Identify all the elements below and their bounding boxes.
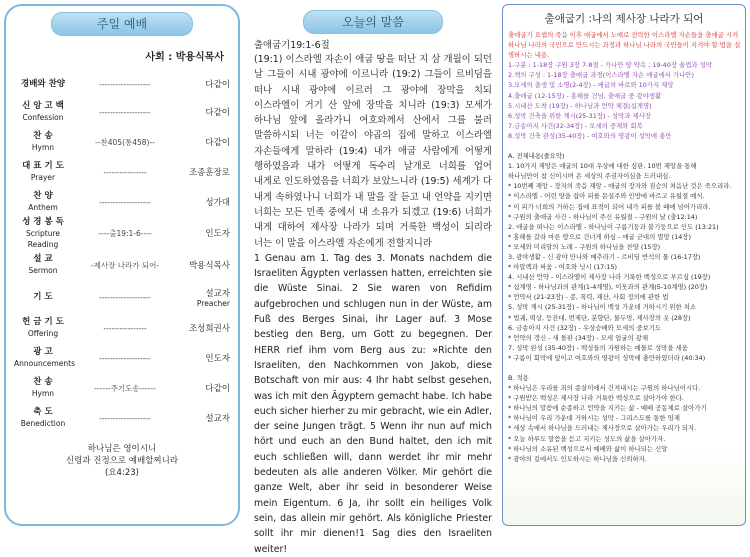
summary-line: * 십계명 - 하나님과의 관계(1-4계명), 이웃과의 관계(5-10계명) (20장) <box>508 283 708 292</box>
order-item-detail: ---------------- <box>103 167 147 177</box>
order-row <box>14 157 230 187</box>
order-item-english: Sermon <box>28 266 58 275</box>
summary-line: * 이 피가 너희의 거하는 집에 표적이 되어 내가 피를 볼 때에 넘어가리라. <box>508 202 711 211</box>
summary-line: * 하나님의 말씀에 순종하고 언약을 지키는 삶 - 예배 공동체로 살아가기 <box>508 404 707 413</box>
order-item-korean: 기 도 <box>33 291 53 302</box>
order-row <box>14 71 230 97</box>
leader-name: 설교자 <box>205 288 230 299</box>
order-item-detail: ------------------- <box>99 197 151 207</box>
order-item-korean: 대 표 기 도 <box>22 161 64 171</box>
order-item-leader: 인도자 <box>205 229 230 239</box>
order-item-korean: 성 경 봉 독 <box>22 216 64 227</box>
order-item-label <box>14 292 72 303</box>
exodus-summary-panel <box>502 4 746 526</box>
order-item-english: Benediction <box>20 419 66 428</box>
order-item-detail: ------주기도송------ <box>94 383 156 393</box>
order-item-label <box>14 317 72 339</box>
korean-scripture-text: (19:1) 이스라엘 자손이 애굽 땅을 떠난 지 삼 개월이 되던 날 그들이 시내 광야에 이르니라 (19:2) 그들이 르비딤을 떠나 시내 광야에 이르러 그 광야에 장막을 치되 이스라엘이 거기 산 앞에 장막을 치니라 (19:3) 모세가 하나님 앞에 올라가니 여호와께서 산에서 그를 불러 말씀하시되 너는 이같이 야곱의 집에 말하고 이스라엘 자손들에게 말하라 (19:4) 내가 애굽 사람에게 어떻게 행하였음과 내가 어떻게 독수리 날개로 너희를 업어 내게로 인도하였음을 너희가 보았느니라 (19:5) 세계가 다 내게 속하였나니 너희가 내 말을 잘 듣고 내 언약을 지키면 너희는 모든 민족 중에서 내 소유가 되겠고 (19:6) 너희가 내게 대하여 제사장 나라가 되며 거룩한 백성이 되리라 너는 이 말을 이스라엘 자손에게 전할지니라 <box>254 54 492 249</box>
summary-line: 6.성막 건축을 위한 계시(25-31장) - 성막과 제사장 <box>508 111 651 120</box>
summary-line: * 하나님이 우리 가운데 거하시는 성막 - 그리스도를 통한 임재 <box>508 414 680 423</box>
order-item-korean: 신 앙 고 백 <box>22 101 64 111</box>
summary-line: 5.시내산 도착 (19장) - 하나님과 언약 체결(십계명) <box>508 101 652 110</box>
summary-line: * 구원받은 백성은 제사장 나라 거룩한 백성으로 살아가야 한다. <box>508 394 684 403</box>
order-item-leader: 박용식목사 <box>188 261 230 271</box>
order-row <box>14 127 230 157</box>
order-item-english: Hymn <box>31 143 55 152</box>
summary-line: B. 적용 <box>508 374 529 382</box>
order-item-detail: --찬405(통458)-- <box>95 137 155 147</box>
summary-line: 2. 애굽을 떠나는 이스라엘 - 하나님이 구름기둥과 불기둥으로 인도 (13:21) <box>508 222 719 231</box>
order-row <box>14 313 230 343</box>
order-row <box>14 373 230 403</box>
summary-line: * 구원의 출애굽 사건 - 하나님이 주신 유월절 - 구원의 날 (출12:14) <box>508 212 698 221</box>
summary-line: 4.출애굽 (12-15장) - 홍해를 건넘, 출애굽 중 광야생활 <box>508 91 662 100</box>
order-row <box>14 281 230 313</box>
presider-line: 사회 : 박용식목사 <box>145 52 224 63</box>
scripture-reference: 출애굽기19:1-6절 <box>254 40 330 51</box>
summary-line: * 언약의 갱신 - 새 돌판 (34장) - 모세 얼굴의 광채 <box>508 333 649 342</box>
summary-line: * 10번째 재앙 - 장자의 죽음 재앙 - 애굽의 장자와 짐승의 처음난 것은 죽으리라. <box>508 182 732 191</box>
order-item-label <box>14 377 72 399</box>
order-item-korean: 헌 금 기 도 <box>22 317 64 327</box>
order-item-english: Offering <box>27 329 59 338</box>
worship-order-panel <box>4 4 240 526</box>
order-item-korean: 찬 양 <box>33 191 53 201</box>
summary-line: * 오늘 하루도 말씀을 듣고 지키는 성도의 삶을 살아가자. <box>508 434 666 443</box>
closing-line-1: 하나님은 영이시니 <box>87 444 157 454</box>
summary-line: 2.책의 구성 : 1-18장 출애굽 과정(이스라엘 자손 애굽에서 가나안) <box>508 71 694 80</box>
summary-line: * 법궤, 떡상, 등잔대, 번제단, 분향단, 물두멍, 제사장의 옷 (28장) <box>508 313 691 322</box>
order-item-leader: 다같이 <box>205 384 230 394</box>
order-item-detail: ------------------- <box>99 107 151 117</box>
summary-line: * 하나님은 우리를 죄의 종살이에서 건져내시는 구원의 하나님이시다. <box>508 384 701 393</box>
order-list <box>14 71 230 433</box>
order-item-label <box>14 347 75 369</box>
order-item-english: Confession <box>22 113 64 122</box>
closing-reference: (요4:23) <box>105 468 139 478</box>
order-item-label <box>14 407 72 429</box>
summary-line: 하나님 나라의 국민으로 만드시는 과정과 하나님 나라의 국민들이 지켜야 할 법을 설 <box>508 41 741 50</box>
order-item-leader: 다같이 <box>205 108 230 118</box>
summary-line: * 홍해를 갈라 마른 땅으로 건너게 하심 - 애굽 군대의 멸망 (14장) <box>508 232 691 241</box>
order-item-english: Scripture Reading <box>25 228 61 249</box>
order-item-detail: ---------------- <box>103 323 147 333</box>
summary-line <box>508 363 740 373</box>
german-scripture-text: 1 Genau am 1. Tag des 3. Monats nachdem die Israeliten Ägypten verlassen hatten, erreichten sie die Wüste Sinai. 2 Sie waren von Refidim aufgebrochen und schlugen nun in der Wüste, am Fuß des Berges Sinai, ihr Lager auf. 3 Mose bestieg den Berg, um Gott zu begegnen. Der HERR rief ihm vom Berg aus zu: »Richte den Israeliten, den Nachkommen von Jakob, diese Botschaft von mir aus: 4 Ihr habt selbst gesehen, was ich mit den Ägyptern gemacht habe. Ich habe euch sicher hierher zu mir gebracht, wie ein Adler, der seine Jungen trägt. 5 Wenn ihr nun auf mich hört und euch an den Bund haltet, den ich mit euch schließen will, dann werdet ihr mir mehr bedeuten als alle anderen Völker. Mir gehört die ganze Welt, aber ihr seid in besonderer Weise mein Eigentum. 6 Ja, ihr sollt ein heiliges Volk sein, das allein mir gehört. Als königliche Priester sollt ihr mir dienen!1 Sag dies den Israeliten weiter! <box>254 252 492 555</box>
summary-line <box>508 141 740 151</box>
order-item-english: Anthem <box>28 203 58 212</box>
order-item-label <box>14 191 72 213</box>
order-item-leader: 인도자 <box>205 354 230 364</box>
order-row <box>14 187 230 217</box>
summary-line: * 세상 속에서 하나님을 드러내는 제사장으로 살아가는 우리가 되자. <box>508 424 697 433</box>
summary-line: A. 전체내용(줄요약) <box>508 152 565 161</box>
summary-line: 3.모세의 출생 및 소명(2-4장) - 애굽의 바로와 10가지 재앙 <box>508 81 674 90</box>
summary-line: * 아말렉과 싸움 - 여호와 닛시 (17:15) <box>508 263 617 272</box>
exodus-summary-title: 출애굽기 :나의 제사장 나라가 되어 <box>544 13 704 25</box>
summary-line: * 이스라엘 - 어린 양을 잡아 피를 문설주와 인방에 바르고 유월절 예식. <box>508 192 705 201</box>
summary-line: 6. 금송아지 사건 (32장) - 우상숭배와 모세의 중보기도 <box>508 323 662 332</box>
order-item-korean: 광 고 <box>33 347 53 357</box>
order-item-leader <box>178 287 230 308</box>
order-item-label <box>14 79 72 90</box>
closing-line-2: 신령과 진정으로 예배할찌니라 <box>65 456 179 466</box>
order-row <box>14 249 230 281</box>
order-item-korean: 경배와 찬양 <box>20 78 65 89</box>
todays-word-title: 오늘의 말씀 <box>303 10 443 34</box>
order-row <box>14 403 230 433</box>
order-item-korean: 찬 송 <box>33 131 53 141</box>
order-item-english: Announcements <box>14 359 75 368</box>
order-item-detail: ----출19:1-6---- <box>98 228 152 238</box>
leader-role: Preacher <box>196 298 230 308</box>
summary-line: 8.성막 건축 완성(35-40장) - 여호와의 영광이 성막에 충만 <box>508 131 672 140</box>
order-item-leader: 조성희권사 <box>188 324 230 334</box>
summary-line: 명하시는 내용. <box>508 51 550 60</box>
order-item-detail: ------------------- <box>99 413 151 423</box>
exodus-summary-body <box>508 30 740 464</box>
summary-line: * 하나님의 소유된 백성으로서 예배와 삶이 하나되는 신앙 <box>508 444 668 453</box>
summary-line: 7. 성막 완성 (35-40장) - 백성들의 자원하는 예물로 성막을 세움 <box>508 343 688 352</box>
order-item-label <box>14 101 72 123</box>
summary-line: 7.금송아지 사건(32-34장) - 모세의 중재와 회복 <box>508 121 643 130</box>
order-item-detail: ------------------- <box>99 79 151 89</box>
summary-line: * 모세와 미리암의 노래 - 구원의 하나님을 찬양 (15장) <box>508 242 661 251</box>
order-item-detail: ------------------- <box>99 353 151 363</box>
order-item-leader: 다같이 <box>205 80 230 90</box>
summary-line: 하나님만이 참 신이시며 온 세상의 주권자이심을 드러내심. <box>508 172 671 181</box>
todays-word-panel <box>252 4 494 555</box>
summary-line: 5. 성막 계시 (25-31장) - 하나님이 백성 가운데 거하시기 위한 처소 <box>508 303 697 312</box>
closing-verse <box>14 443 230 479</box>
order-item-label <box>14 131 72 153</box>
order-item-korean: 축 도 <box>33 407 53 417</box>
order-item-leader: 조종훈장로 <box>188 168 230 178</box>
worship-title: 주일 예배 <box>51 12 193 36</box>
order-item-english: Prayer <box>30 173 56 182</box>
summary-line: 출애굽기 요셉의 죽음 이후 애굽에서 노예로 전락한 이스라엘 자손들을 출애굽 시켜 <box>508 31 739 39</box>
order-item-detail: ------------------- <box>99 292 151 302</box>
summary-line: 1. 10가지 재앙은 애굽의 10대 우상에 대한 심판. 10번 재앙을 통해 <box>508 162 697 171</box>
order-item-label <box>14 161 72 183</box>
summary-line: * 광야의 길에서도 인도하시는 하나님을 신뢰하자. <box>508 454 647 463</box>
order-item-leader: 성가대 <box>205 198 230 208</box>
summary-line: 3. 광야생활 - 신 광야 만나와 메추라기 - 르비딤 반석의 물 (16-17장) <box>508 252 701 261</box>
order-row <box>14 217 230 249</box>
summary-line: * 구름이 회막에 덮이고 여호와의 영광이 성막에 충만하였더라 (40:34) <box>508 353 706 362</box>
summary-line: 4. 시내산 언약 - 이스라엘이 제사장 나라 거룩한 백성으로 부르심 (19장) <box>508 273 711 282</box>
order-item-detail: -제사장 나라가 되어- <box>90 260 160 270</box>
summary-line: * 언약서 (21-23장) - 종, 폭력, 재산, 사회 정의에 관한 법 <box>508 293 669 302</box>
summary-line: 1.구분 : 1-18장 구원 3장 7-8절 - 가나안 땅 약속 ; 19-40장 율법과 성막 <box>508 61 712 70</box>
order-item-korean: 설 교 <box>33 254 53 264</box>
order-item-english: Hymn <box>31 389 55 398</box>
order-row <box>14 343 230 373</box>
order-item-leader: 설교자 <box>205 414 230 424</box>
order-item-label <box>14 254 72 276</box>
order-item-leader: 다같이 <box>205 138 230 148</box>
order-item-label <box>14 217 72 250</box>
order-item-korean: 찬 송 <box>33 377 53 387</box>
order-row <box>14 97 230 127</box>
